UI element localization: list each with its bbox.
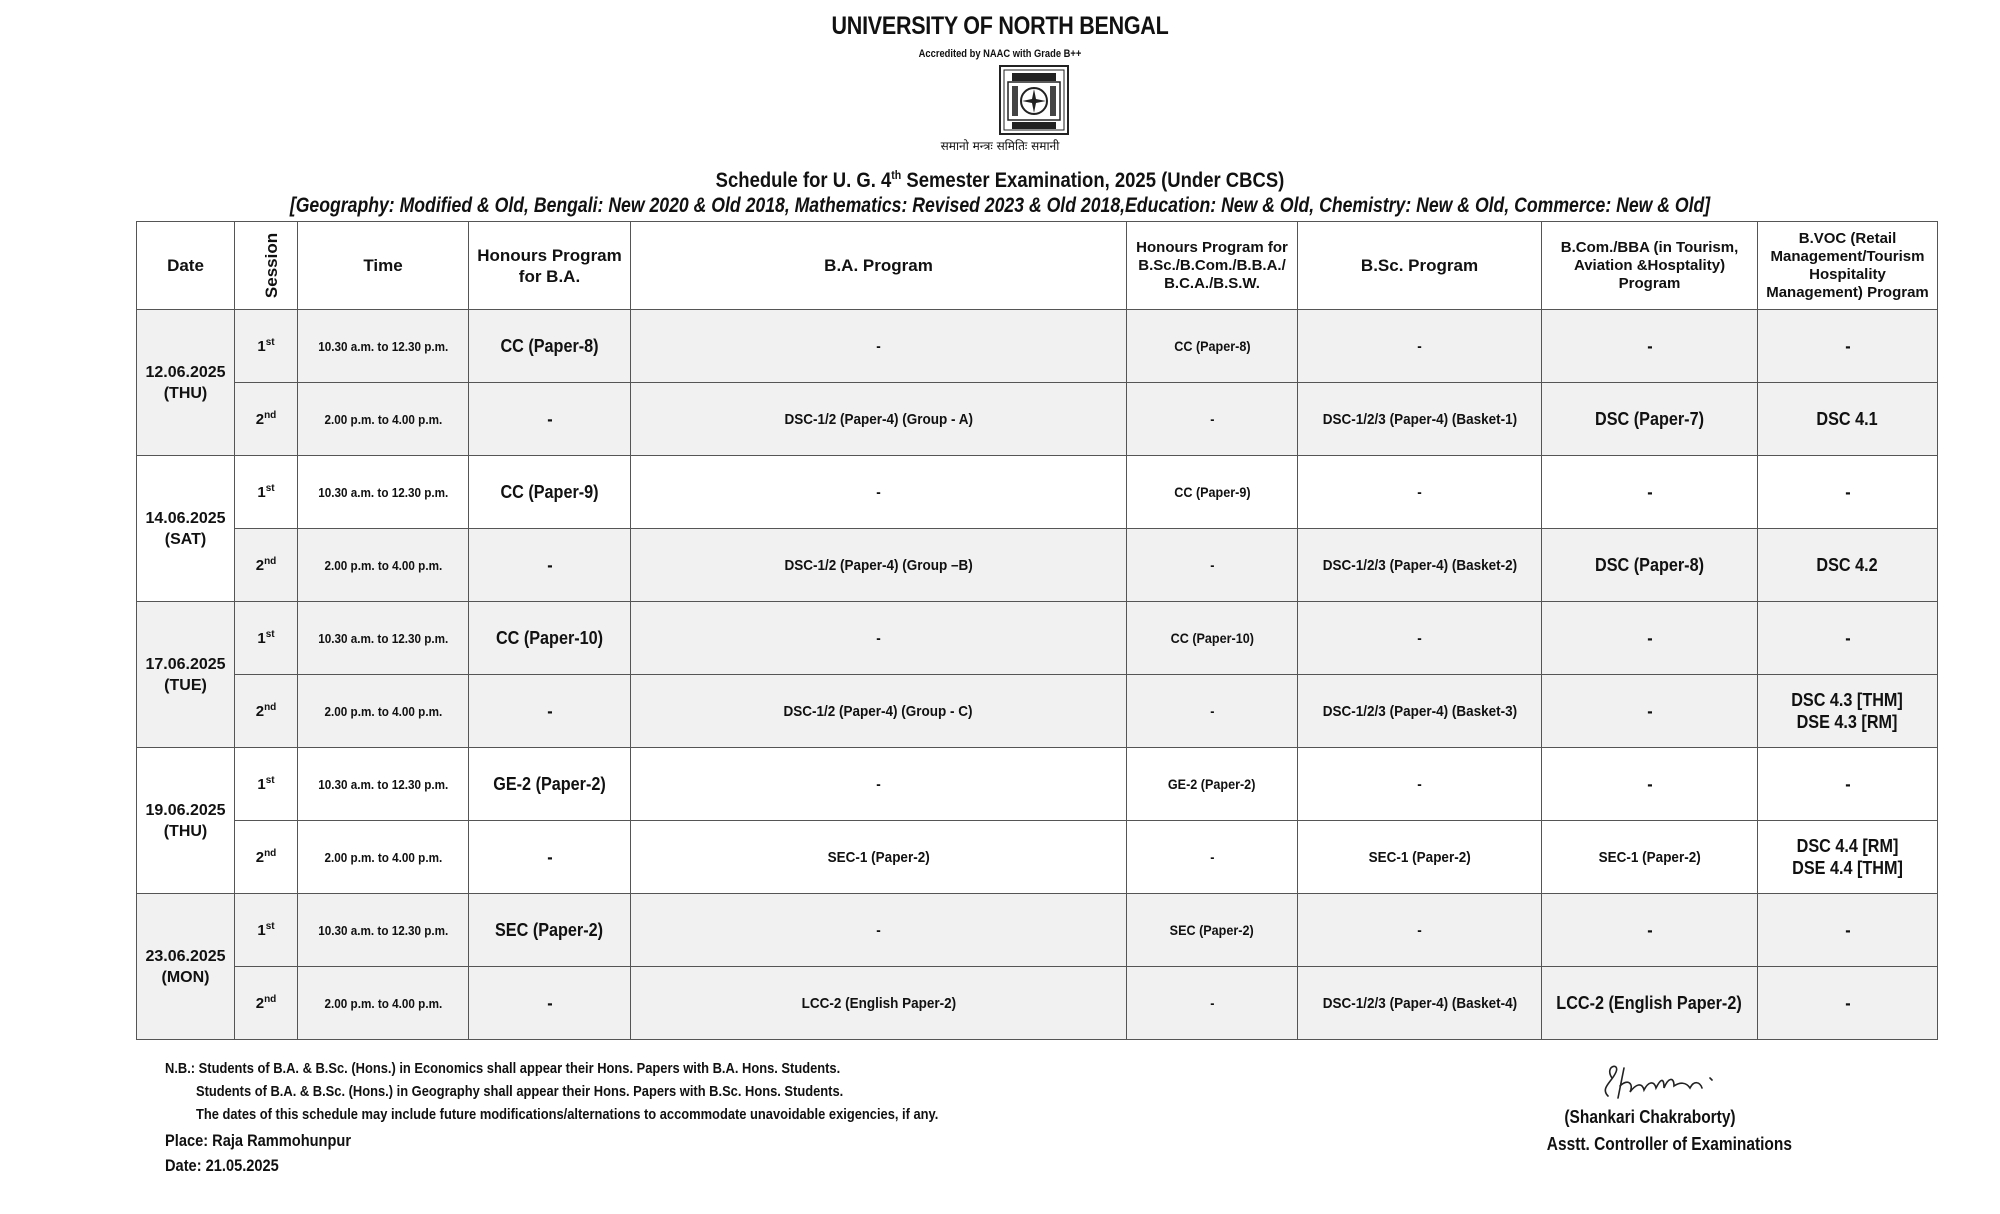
table-row bbox=[137, 310, 1938, 383]
date-value: 19.06.2025 bbox=[145, 801, 226, 819]
date-cell bbox=[137, 310, 235, 456]
bvoc-cell: DSC 4.3 [THM]DSE 4.3 [RM] bbox=[1758, 675, 1938, 748]
schedule-title bbox=[120, 168, 1880, 193]
hons-ba-cell: - bbox=[469, 821, 631, 894]
bsc-program-cell: DSC-1/2/3 (Paper-4) (Basket-3) bbox=[1298, 675, 1542, 748]
bvoc-cell: DSC 4.1 bbox=[1758, 383, 1938, 456]
session-cell: 2nd bbox=[235, 967, 298, 1040]
session-cell: 2nd bbox=[235, 529, 298, 602]
session-cell: 1st bbox=[235, 748, 298, 821]
time-cell: 10.30 a.m. to 12.30 p.m. bbox=[298, 894, 469, 967]
day-value: (SAT) bbox=[164, 530, 207, 548]
session-header-label: Session bbox=[262, 232, 282, 299]
signatory-name: (Shankari Chakraborty) bbox=[1564, 1107, 1736, 1127]
place-line: Place: Raja Rammohunpur bbox=[165, 1131, 352, 1150]
day-value: (THU) bbox=[163, 822, 208, 840]
hons-ba-cell: CC (Paper-9) bbox=[469, 456, 631, 529]
bsc-program-cell: SEC-1 (Paper-2) bbox=[1298, 821, 1542, 894]
table-row bbox=[137, 602, 1938, 675]
bcom-cell: DSC (Paper-8) bbox=[1542, 529, 1758, 602]
ba-program-cell: LCC-2 (English Paper-2) bbox=[631, 967, 1127, 1040]
ba-program-cell: - bbox=[631, 894, 1127, 967]
handwritten-signature-icon bbox=[1590, 1058, 1750, 1102]
bcom-cell: - bbox=[1542, 456, 1758, 529]
bcom-cell: LCC-2 (English Paper-2) bbox=[1542, 967, 1758, 1040]
hons-ba-cell: GE-2 (Paper-2) bbox=[469, 748, 631, 821]
hons-ba-cell: - bbox=[469, 967, 631, 1040]
hons-ba-cell: CC (Paper-10) bbox=[469, 602, 631, 675]
table-row bbox=[137, 967, 1938, 1040]
col-header-hons-ba: Honours Program for B.A. bbox=[469, 222, 631, 310]
signatory-block bbox=[1530, 1104, 1792, 1158]
ba-program-cell: - bbox=[631, 310, 1127, 383]
bvoc-cell: DSC 4.4 [RM]DSE 4.4 [THM] bbox=[1758, 821, 1938, 894]
university-seal-icon bbox=[998, 64, 1070, 136]
ba-program-cell: SEC-1 (Paper-2) bbox=[631, 821, 1127, 894]
bvoc-cell: - bbox=[1758, 602, 1938, 675]
session-cell: 2nd bbox=[235, 675, 298, 748]
col-header-session bbox=[235, 222, 298, 310]
exam-schedule-table bbox=[136, 221, 1938, 1040]
session-cell: 1st bbox=[235, 310, 298, 383]
ba-program-cell: DSC-1/2 (Paper-4) (Group –B) bbox=[631, 529, 1127, 602]
table-row bbox=[137, 894, 1938, 967]
university-motto: समानो मन्त्रः समितिः समानी bbox=[940, 139, 1060, 153]
hons-bsc-cell: - bbox=[1127, 675, 1298, 748]
bvoc-cell: DSC 4.2 bbox=[1758, 529, 1938, 602]
hons-bsc-cell: - bbox=[1127, 967, 1298, 1040]
table-row bbox=[137, 383, 1938, 456]
hons-bsc-cell: GE-2 (Paper-2) bbox=[1127, 748, 1298, 821]
bsc-program-cell: - bbox=[1298, 310, 1542, 383]
time-cell: 2.00 p.m. to 4.00 p.m. bbox=[298, 967, 469, 1040]
hons-ba-cell: - bbox=[469, 383, 631, 456]
bcom-cell: SEC-1 (Paper-2) bbox=[1542, 821, 1758, 894]
bsc-program-cell: - bbox=[1298, 602, 1542, 675]
col-header-bcom: B.Com./BBA (in Tourism, Aviation &Hosptality) Program bbox=[1542, 222, 1758, 310]
hons-bsc-cell: - bbox=[1127, 383, 1298, 456]
issue-date-line: Date: 21.05.2025 bbox=[165, 1156, 279, 1175]
date-value: 14.06.2025 bbox=[145, 509, 226, 527]
hons-bsc-cell: SEC (Paper-2) bbox=[1127, 894, 1298, 967]
table-row bbox=[137, 748, 1938, 821]
day-value: (TUE) bbox=[164, 676, 207, 694]
hons-bsc-cell: CC (Paper-8) bbox=[1127, 310, 1298, 383]
bsc-program-cell: - bbox=[1298, 894, 1542, 967]
bsc-program-cell: DSC-1/2/3 (Paper-4) (Basket-1) bbox=[1298, 383, 1542, 456]
title-sup: th bbox=[891, 168, 902, 182]
date-cell bbox=[137, 602, 235, 748]
hons-bsc-cell: CC (Paper-10) bbox=[1127, 602, 1298, 675]
date-value: 23.06.2025 bbox=[145, 947, 226, 965]
bvoc-cell: - bbox=[1758, 894, 1938, 967]
session-cell: 2nd bbox=[235, 383, 298, 456]
hons-bsc-cell: - bbox=[1127, 821, 1298, 894]
hons-ba-cell: CC (Paper-8) bbox=[469, 310, 631, 383]
note-line-2: Students of B.A. & B.Sc. (Hons.) in Geography shall appear their Hons. Papers with B.Sc. Hons. Students. bbox=[195, 1083, 844, 1100]
time-cell: 10.30 a.m. to 12.30 p.m. bbox=[298, 602, 469, 675]
col-header-bsc-program: B.Sc. Program bbox=[1298, 222, 1542, 310]
bsc-program-cell: DSC-1/2/3 (Paper-4) (Basket-2) bbox=[1298, 529, 1542, 602]
ba-program-cell: DSC-1/2 (Paper-4) (Group - A) bbox=[631, 383, 1127, 456]
hons-ba-cell: - bbox=[469, 529, 631, 602]
title-pre: Schedule for U. G. 4 bbox=[715, 169, 892, 192]
table-row bbox=[137, 529, 1938, 602]
ba-program-cell: - bbox=[631, 748, 1127, 821]
col-header-time: Time bbox=[298, 222, 469, 310]
notes-block bbox=[165, 1057, 1064, 1126]
bcom-cell: DSC (Paper-7) bbox=[1542, 383, 1758, 456]
time-cell: 2.00 p.m. to 4.00 p.m. bbox=[298, 383, 469, 456]
hons-bsc-cell: CC (Paper-9) bbox=[1127, 456, 1298, 529]
time-cell: 2.00 p.m. to 4.00 p.m. bbox=[298, 529, 469, 602]
session-cell: 1st bbox=[235, 456, 298, 529]
session-cell: 2nd bbox=[235, 821, 298, 894]
bcom-cell: - bbox=[1542, 748, 1758, 821]
university-name: UNIVERSITY OF NORTH BENGAL bbox=[831, 12, 1169, 40]
schedule-subtitle: [Geography: Modified & Old, Bengali: New 2020 & Old 2018, Mathematics: Revised 2023 & Old 2018,Education: New & Old, Chemistry: New & Old, Commerce: New & Old] bbox=[289, 194, 1711, 217]
title-post: Semester Examination, 2025 (Under CBCS) bbox=[901, 169, 1285, 192]
table-row bbox=[137, 675, 1938, 748]
place-date-block bbox=[165, 1128, 381, 1178]
col-header-bvoc: B.VOC (Retail Management/Tourism Hospitality Management) Program bbox=[1758, 222, 1938, 310]
bcom-cell: - bbox=[1542, 602, 1758, 675]
bvoc-cell: - bbox=[1758, 748, 1938, 821]
table-row bbox=[137, 821, 1938, 894]
hons-ba-cell: SEC (Paper-2) bbox=[469, 894, 631, 967]
time-cell: 2.00 p.m. to 4.00 p.m. bbox=[298, 675, 469, 748]
col-header-date: Date bbox=[137, 222, 235, 310]
ba-program-cell: - bbox=[631, 456, 1127, 529]
date-cell bbox=[137, 894, 235, 1040]
bsc-program-cell: - bbox=[1298, 456, 1542, 529]
note-line-3: The dates of this schedule may include future modifications/alternations to accommodate unavoidable exigencies, if any. bbox=[195, 1106, 939, 1123]
header-row bbox=[137, 222, 1938, 310]
bsc-program-cell: - bbox=[1298, 748, 1542, 821]
ba-program-cell: - bbox=[631, 602, 1127, 675]
date-cell bbox=[137, 456, 235, 602]
bvoc-cell: - bbox=[1758, 456, 1938, 529]
session-cell: 1st bbox=[235, 894, 298, 967]
col-header-hons-bsc: Honours Program for B.Sc./B.Com./B.B.A./ B.C.A./B.S.W. bbox=[1127, 222, 1298, 310]
date-value: 17.06.2025 bbox=[145, 655, 226, 673]
day-value: (MON) bbox=[161, 968, 210, 986]
table-row bbox=[137, 456, 1938, 529]
col-header-ba-program: B.A. Program bbox=[631, 222, 1127, 310]
bsc-program-cell: DSC-1/2/3 (Paper-4) (Basket-4) bbox=[1298, 967, 1542, 1040]
bvoc-cell: - bbox=[1758, 967, 1938, 1040]
time-cell: 10.30 a.m. to 12.30 p.m. bbox=[298, 310, 469, 383]
note-line-1: N.B.: Students of B.A. & B.Sc. (Hons.) in Economics shall appear their Hons. Papers with B.A. Hons. Students. bbox=[165, 1060, 841, 1077]
bcom-cell: - bbox=[1542, 310, 1758, 383]
date-value: 12.06.2025 bbox=[145, 363, 226, 381]
time-cell: 10.30 a.m. to 12.30 p.m. bbox=[298, 456, 469, 529]
signatory-designation: Asstt. Controller of Examinations bbox=[1546, 1134, 1792, 1154]
accreditation-line: Accredited by NAAC with Grade B++ bbox=[918, 48, 1082, 60]
hons-ba-cell: - bbox=[469, 675, 631, 748]
bvoc-cell: - bbox=[1758, 310, 1938, 383]
hons-bsc-cell: - bbox=[1127, 529, 1298, 602]
session-cell: 1st bbox=[235, 602, 298, 675]
ba-program-cell: DSC-1/2 (Paper-4) (Group - C) bbox=[631, 675, 1127, 748]
bcom-cell: - bbox=[1542, 675, 1758, 748]
day-value: (THU) bbox=[163, 384, 208, 402]
time-cell: 10.30 a.m. to 12.30 p.m. bbox=[298, 748, 469, 821]
time-cell: 2.00 p.m. to 4.00 p.m. bbox=[298, 821, 469, 894]
date-cell bbox=[137, 748, 235, 894]
bcom-cell: - bbox=[1542, 894, 1758, 967]
